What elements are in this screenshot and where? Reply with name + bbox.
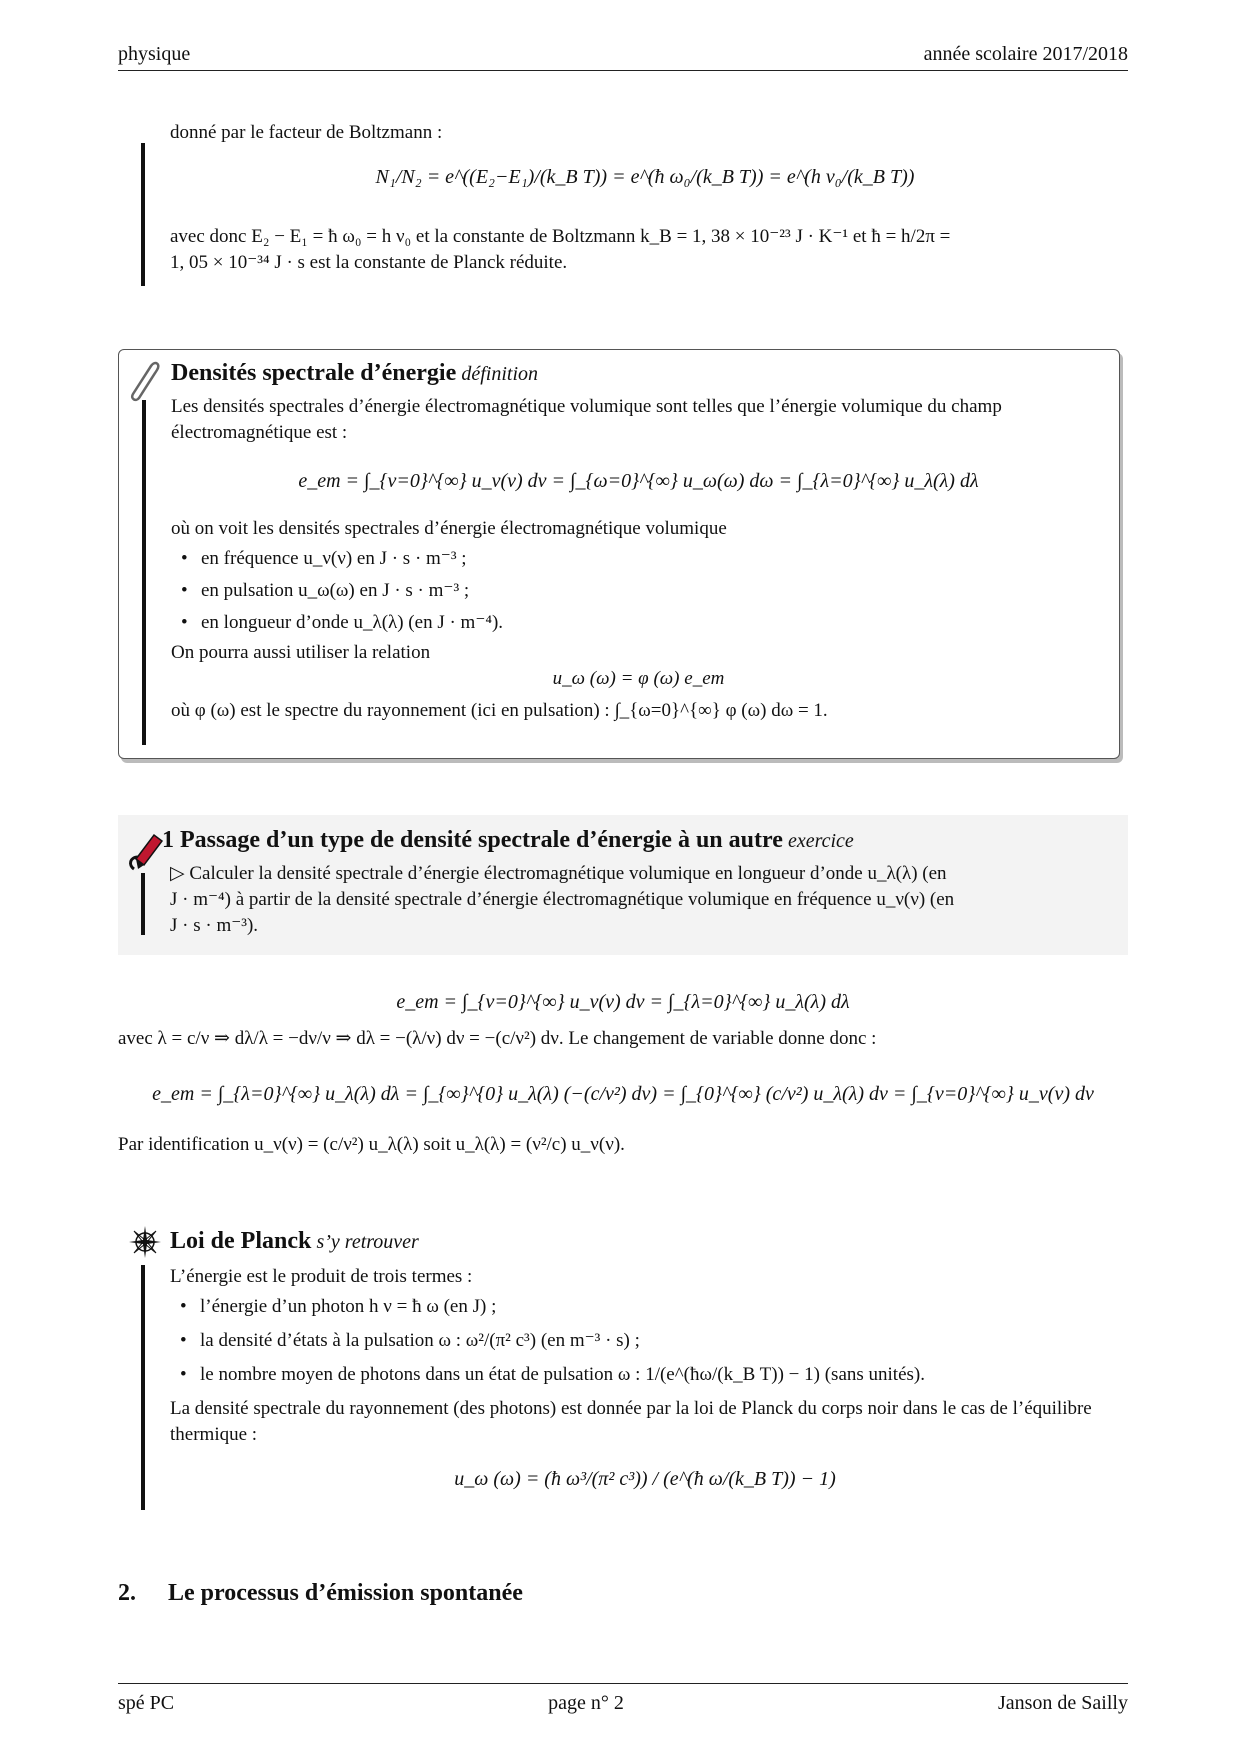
section-heading — [118, 1580, 523, 1607]
definition-p2: où on voit les densités spectrales d’énergie électromagnétique volumique — [171, 518, 727, 539]
definition-title-text: Densités spectrale d’énergie — [171, 360, 457, 386]
definition-equation: e_em = ∫_{ν=0}^{∞} u_ν(ν) dν = ∫_{ω=0}^{∞} u_ω(ω) dω = ∫_{λ=0}^{∞} u_λ(λ) dλ — [298, 470, 979, 492]
planck-equation: u_ω (ω) = (ħ ω³/(π² c³)) / (e^(ħ ω/(k_B T)) − 1) — [454, 1468, 836, 1490]
boltzmann-equation-text: N₁/N₂ = e^((E₂−E₁)/(k_B T)) = e^(ħ ω₀/(k_B T)) = e^(h ν₀/(k_B T)) — [375, 166, 915, 188]
exercise-box — [118, 815, 1128, 955]
planck-bullets — [170, 1294, 1120, 1388]
footer-right: Janson de Sailly — [997, 1692, 1128, 1714]
definition-bullets — [171, 546, 1106, 636]
exercise-title — [162, 827, 1122, 854]
planck-margin-bar — [141, 1265, 145, 1510]
planck-p2: La densité spectrale du rayonnement (des photons) est donnée par la loi de Planck du corps noir dans le cas de l’équilibre thermique : — [170, 1398, 1092, 1445]
solution-line2: Par identification u_ν(ν) = (c/ν²) u_λ(λ) soit u_λ(λ) = (ν²/c) u_ν(ν). — [118, 1134, 625, 1155]
definition-bullet-2: • en pulsation u_ω(ω) en J · s · m⁻³ ; — [171, 578, 1106, 604]
solution-block — [118, 980, 1128, 1158]
header-right: année scolaire 2017/2018 — [923, 43, 1128, 65]
planck-bullet-1: • l’énergie d’un photon h ν = ħ ω (en J) ; — [170, 1294, 1120, 1320]
definition-bullet-1: • en fréquence u_ν(ν) en J · s · m⁻³ ; — [171, 546, 1106, 572]
paperclip-icon — [127, 358, 167, 404]
planck-tag: s’y retrouver — [316, 1231, 419, 1253]
definition-box — [118, 349, 1120, 759]
intro-line2: avec donc E₂ − E₁ = ħ ω₀ = h ν₀ et la constante de Boltzmann k_B = 1, 38 × 10⁻²³ J · K⁻¹ et ħ = h/2π = — [170, 226, 951, 247]
footer-left: spé PC — [118, 1692, 175, 1714]
exercise-text-3: J · s · m⁻³). — [170, 915, 259, 936]
exercise-margin-bar — [141, 873, 145, 935]
footer-center: page n° 2 — [548, 1692, 624, 1714]
page-header — [118, 40, 1128, 71]
planck-title-text: Loi de Planck — [170, 1228, 312, 1254]
exercise-content — [170, 861, 1115, 939]
boltzmann-equation — [170, 164, 1120, 218]
definition-equation-2: u_ω (ω) = φ (ω) e_em — [552, 668, 725, 689]
planck-bullet-3: • le nombre moyen de photons dans un état de pulsation ω : 1/(e^(ħω/(k_B T)) − 1) (sans unités). — [170, 1362, 1120, 1388]
planck-p1: L’énergie est le produit de trois termes : — [170, 1266, 473, 1287]
solution-equation-1: e_em = ∫_{ν=0}^{∞} u_ν(ν) dν = ∫_{λ=0}^{∞} u_λ(λ) dλ — [396, 991, 850, 1013]
definition-p3: On pourra aussi utiliser la relation — [171, 642, 431, 663]
section-title: Le processus d’émission spontanée — [168, 1580, 523, 1606]
pen-icon — [124, 829, 164, 875]
section-number: 2. — [118, 1580, 136, 1606]
compass-rose-icon — [128, 1225, 162, 1259]
header-left: physique — [118, 43, 191, 65]
solution-line1: avec λ = c/ν ⇒ dλ/λ = −dν/ν ⇒ dλ = −(λ/ν) dν = −(c/ν²) dν. Le changement de variable donne donc : — [118, 1028, 877, 1049]
exercise-text-2: J · m⁻⁴) à partir de la densité spectrale d’énergie électromagnétique volumique en fréquence u_ν(ν) (en — [170, 889, 955, 910]
planck-bullet-2: • la densité d’états à la pulsation ω : ω²/(π² c³) (en m⁻³ · s) ; — [170, 1328, 1120, 1354]
definition-content — [171, 394, 1106, 724]
exercise-title-text: 1 Passage d’un type de densité spectrale d’énergie à un autre — [162, 827, 783, 853]
solution-equation-2: e_em = ∫_{λ=0}^{∞} u_λ(λ) dλ = ∫_{∞}^{0} u_λ(λ) (−(c/ν²) dν) = ∫_{0}^{∞} (c/ν²) u_λ(λ) dν = ∫_{ν=0}^{∞} u_ν(ν) dν — [152, 1083, 1094, 1105]
definition-title — [171, 360, 1106, 387]
intro-line1: donné par le facteur de Boltzmann : — [170, 122, 443, 143]
planck-content — [170, 1264, 1120, 1492]
definition-p1: Les densités spectrales d’énergie électromagnétique volumique sont telles que l’énergie volumique du champ électromagnétique est : — [171, 396, 1002, 443]
page-footer — [118, 1683, 1128, 1728]
planck-title — [170, 1228, 1120, 1255]
intro-block — [170, 120, 1120, 276]
definition-bullet-3: • en longueur d’onde u_λ(λ) (en J · m⁻⁴). — [171, 610, 1106, 636]
definition-tag: définition — [461, 363, 539, 385]
exercise-tag: exercice — [787, 830, 854, 852]
intro-margin-bar — [141, 143, 145, 286]
definition-margin-bar — [142, 400, 146, 745]
exercise-text-1: ▷ Calculer la densité spectrale d’énergie électromagnétique volumique en longueur d’onde u_λ(λ) (en — [170, 863, 947, 884]
intro-line3: 1, 05 × 10⁻³⁴ J · s est la constante de Planck réduite. — [170, 252, 568, 273]
definition-p4: où φ (ω) est le spectre du rayonnement (ici en pulsation) : ∫_{ω=0}^{∞} φ (ω) dω = 1. — [171, 700, 828, 721]
